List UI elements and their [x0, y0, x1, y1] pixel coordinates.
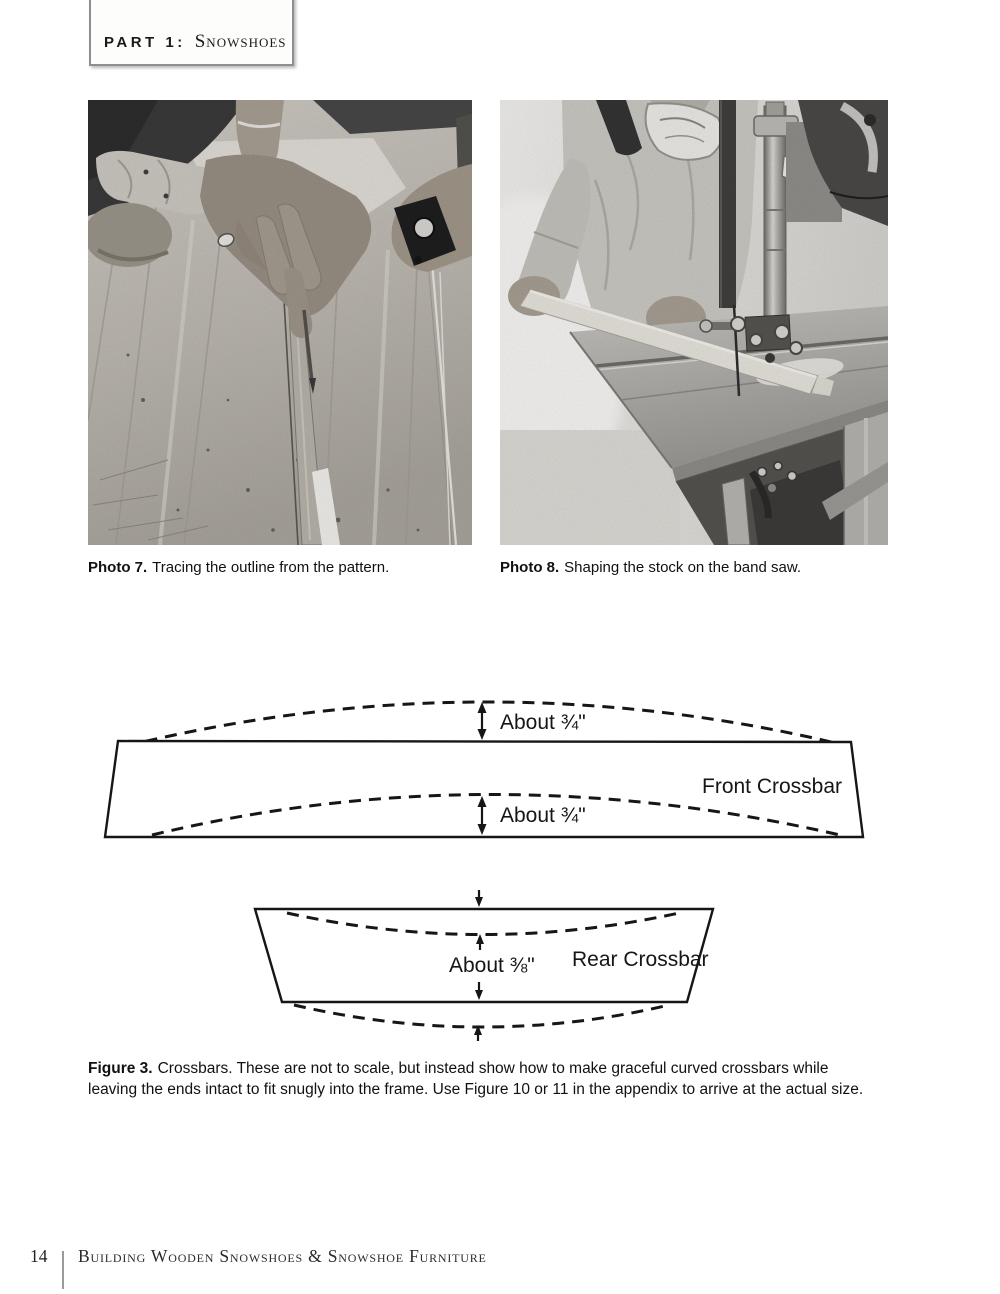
photo-8-illustration	[500, 100, 888, 545]
photo-7-caption	[88, 558, 488, 577]
figure-3-caption	[88, 1059, 938, 1100]
photo-8-caption-text: Shaping the stock on the band saw.	[564, 559, 802, 576]
rear-crossbar	[255, 890, 713, 1041]
footer-divider	[62, 1251, 64, 1289]
front-top-curve	[126, 702, 848, 746]
front-top-arrow	[478, 702, 487, 740]
figure-3-caption-text1: Crossbars. These are not to scale, but instead show how to make graceful curved crossbars while	[157, 1060, 829, 1077]
photo-grain	[500, 100, 888, 545]
front-crossbar	[105, 702, 863, 837]
front-gap-top-label: About ¾"	[500, 711, 586, 734]
part-label: PART 1:	[104, 34, 186, 51]
figure-3-caption-line1	[88, 1059, 938, 1080]
photo-7-image	[88, 100, 472, 545]
rear-gap-label: About ⅜"	[449, 954, 535, 977]
photo-7-caption-label: Photo 7.	[88, 559, 148, 576]
photo-grain	[88, 100, 472, 545]
photo-8-image	[500, 100, 888, 545]
front-crossbar-label: Front Crossbar	[702, 775, 843, 798]
book-title: Building Wooden Snowshoes & Snowshoe Furniture	[78, 1246, 487, 1266]
rear-bottom-curve	[294, 1005, 669, 1027]
figure-3-caption-line2: leaving the ends intact to fit snugly into the frame. Use Figure 10 or 11 in the appendix to arrive at the actual size.	[88, 1080, 864, 1098]
photo-7-caption-text: Tracing the outline from the pattern.	[152, 559, 390, 576]
crossbar-diagram	[0, 688, 1000, 1053]
figure-3-caption-label: Figure 3.	[88, 1060, 153, 1077]
page-number: 14	[30, 1246, 48, 1266]
photo-8-caption-label: Photo 8.	[500, 559, 560, 576]
photo-7-illustration	[88, 100, 472, 545]
rear-crossbar-label: Rear Crossbar	[572, 948, 709, 971]
part-header-box	[89, 0, 294, 66]
photo-8-caption	[500, 558, 900, 577]
part-title: Snowshoes	[194, 31, 287, 52]
front-gap-bottom-label: About ¾"	[500, 804, 586, 827]
